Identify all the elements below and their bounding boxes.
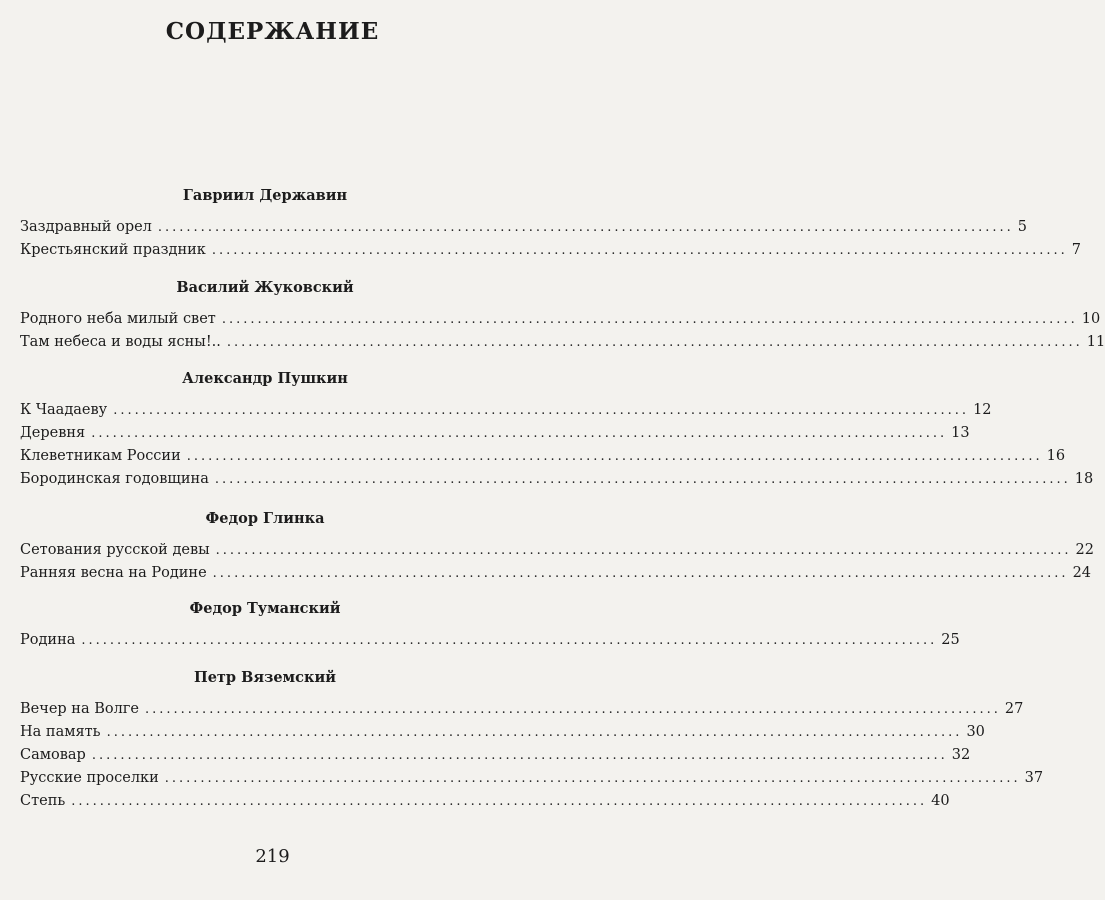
entry-page-number: 37 xyxy=(1024,770,1044,786)
entry-page-number: 25 xyxy=(941,632,960,648)
toc-entry xyxy=(20,468,1094,491)
dot-leader: ........................................................................................................................ xyxy=(215,543,1072,558)
entry-page-number: 13 xyxy=(951,425,970,441)
section-pushkin xyxy=(20,367,1094,491)
dot-leader: ........................................................................................................................ xyxy=(157,220,1014,235)
entry-page-number: 16 xyxy=(1046,448,1066,464)
entry-title: Там небеса и воды ясны!.. xyxy=(20,334,221,350)
toc-entry xyxy=(20,721,985,744)
dot-leader: ........................................................................................................................ xyxy=(145,702,1001,717)
entry-title: Родина xyxy=(20,632,76,648)
section-author: Александр Пушкин xyxy=(182,370,348,387)
entry-page-number: 24 xyxy=(1072,565,1092,581)
toc-entry xyxy=(20,445,1066,468)
entry-title: Родного неба милый свет xyxy=(20,311,216,327)
entry-title: Крестьянский праздник xyxy=(20,242,206,258)
dot-leader: ........................................................................................................................ xyxy=(211,243,1068,258)
entry-page-number: 12 xyxy=(973,402,992,418)
entry-title: К Чаадаеву xyxy=(20,402,108,418)
section-author: Гавриил Державин xyxy=(182,187,348,204)
entry-page-number: 10 xyxy=(1081,311,1101,327)
toc-entry xyxy=(20,331,1105,354)
toc-entry xyxy=(20,767,1044,790)
entry-title: Клеветникам России xyxy=(20,448,181,464)
toc-entry xyxy=(20,698,1024,721)
section-zhukovsky xyxy=(20,276,1105,354)
dot-leader: ........................................................................................................................ xyxy=(91,748,948,763)
toc-entry xyxy=(20,629,960,652)
page-number: 219 xyxy=(255,846,290,867)
toc-entry xyxy=(20,790,950,813)
entry-page-number: 27 xyxy=(1004,701,1024,717)
entry-title: Деревня xyxy=(20,425,86,441)
section-vyazemsky xyxy=(20,666,1044,813)
dot-leader: ........................................................................................................................ xyxy=(226,335,1083,350)
dot-leader: ........................................................................................................................ xyxy=(113,403,970,418)
dot-leader: ........................................................................................................................ xyxy=(81,633,938,648)
entry-title: Вечер на Волге xyxy=(20,701,139,717)
entry-title: Сетования русской девы xyxy=(20,542,210,558)
toc-entry xyxy=(20,308,1101,331)
dot-leader: ........................................................................................................................ xyxy=(221,312,1078,327)
dot-leader: ........................................................................................................................ xyxy=(212,566,1069,581)
entry-page-number: 22 xyxy=(1075,542,1094,558)
dot-leader: ........................................................................................................................ xyxy=(164,771,1021,786)
toc-entry xyxy=(20,422,970,445)
dot-leader: ........................................................................................................................ xyxy=(214,472,1071,487)
entry-page-number: 7 xyxy=(1071,242,1081,258)
section-tumansky xyxy=(20,597,960,652)
section-derzhavin xyxy=(20,184,1081,262)
section-author: Василий Жуковский xyxy=(176,279,354,296)
section-author: Федор Туманский xyxy=(189,600,341,617)
toc-entry xyxy=(20,562,1092,585)
toc-entry xyxy=(20,744,971,767)
toc-entry xyxy=(20,216,1028,239)
section-author: Федор Глинка xyxy=(205,510,325,527)
entry-title: Ранняя весна на Родине xyxy=(20,565,207,581)
entry-page-number: 5 xyxy=(1017,219,1028,235)
entry-title: Заздравный орел xyxy=(20,219,152,235)
toc-entry xyxy=(20,539,1094,562)
dot-leader: ........................................................................................................................ xyxy=(91,426,948,441)
toc-entry xyxy=(20,399,992,422)
toc-entry xyxy=(20,239,1081,262)
entry-title: Бородинская годовщина xyxy=(20,471,209,487)
dot-leader: ........................................................................................................................ xyxy=(186,449,1043,464)
entry-page-number: 11 xyxy=(1086,334,1105,350)
dot-leader: ........................................................................................................................ xyxy=(106,725,963,740)
entry-page-number: 30 xyxy=(966,724,985,740)
entry-title: Самовар xyxy=(20,747,86,763)
entry-title: Русские проселки xyxy=(20,770,159,786)
entry-page-number: 40 xyxy=(931,793,950,809)
entry-page-number: 32 xyxy=(951,747,971,763)
section-author: Петр Вяземский xyxy=(194,669,336,686)
page-title: СОДЕРЖАНИЕ xyxy=(165,18,380,45)
entry-page-number: 18 xyxy=(1074,471,1094,487)
entry-title: Степь xyxy=(20,793,66,809)
entry-title: На память xyxy=(20,724,101,740)
dot-leader: ........................................................................................................................ xyxy=(71,794,928,809)
section-glinka xyxy=(20,507,1094,585)
